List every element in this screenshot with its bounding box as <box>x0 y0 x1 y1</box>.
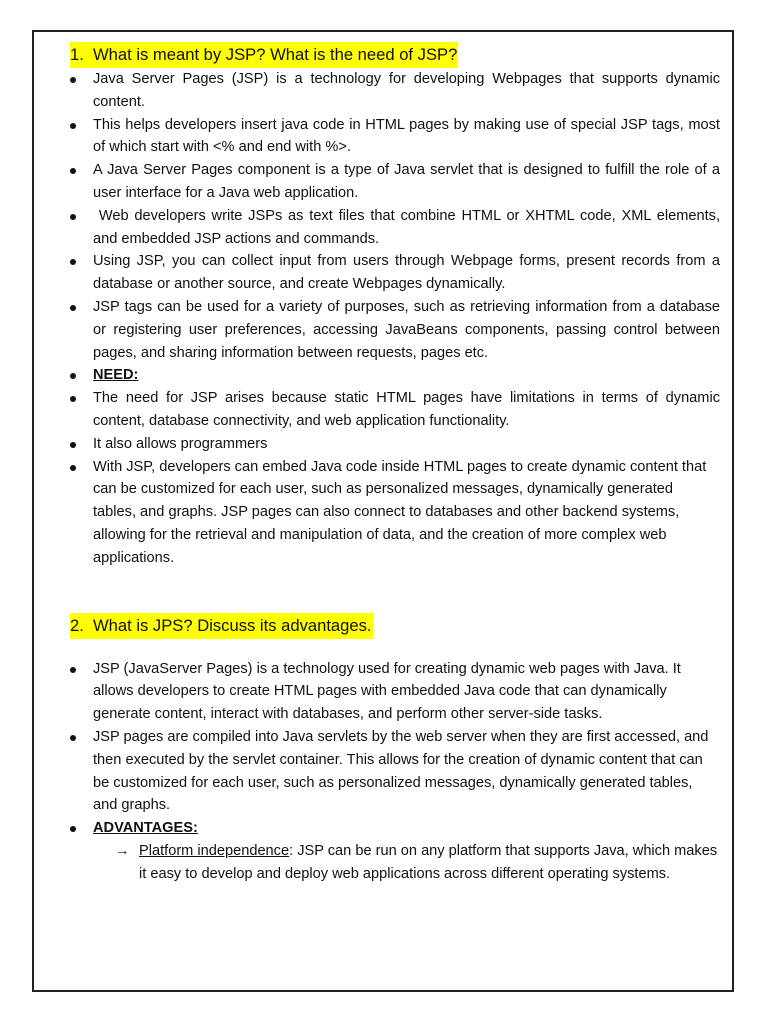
document-content <box>70 40 725 886</box>
bullet-icon <box>70 465 76 471</box>
advantage-item <box>70 840 720 886</box>
advantages-label: ADVANTAGES: <box>93 820 198 837</box>
bullet-icon <box>70 442 76 448</box>
section2-title: What is JPS? Discuss its advantages. <box>93 613 373 639</box>
section1-heading <box>70 42 720 68</box>
need-label: NEED: <box>93 367 139 384</box>
list-item: It also allows programmers <box>70 433 720 456</box>
bullet-icon <box>70 77 76 83</box>
list-item: With JSP, developers can embed Java code inside HTML pages to create dynamic content that can be customized for each user, such as personalized messages, dynamically generated tables, and graphs. JSP pages can also connect to databases and other backend systems, allowing for the retrieval and manipulation of data, and the creation of more complex web applications. <box>70 456 720 570</box>
advantages-label-item <box>70 817 720 840</box>
need-label-item <box>70 364 720 387</box>
bullet-icon <box>70 667 76 673</box>
bullet-icon <box>70 123 76 129</box>
bullet-icon <box>70 826 76 832</box>
list-item: JSP pages are compiled into Java servlets by the web server when they are first accessed, and then executed by the servlet container. This allows for the creation of dynamic content that can be customized for each user, such as personalized messages, dynamically generated tables, and graphs. <box>70 726 720 817</box>
list-item: JSP tags can be used for a variety of purposes, such as retrieving information from a database or registering user preferences, accessing JavaBeans components, passing control between pages, and sharing information between requests, pages etc. <box>70 296 720 364</box>
list-item: Web developers write JSPs as text files that combine HTML or XHTML code, XML elements, and embedded JSP actions and commands. <box>70 205 720 251</box>
list-item: This helps developers insert java code in HTML pages by making use of special JSP tags, most of which start with <% and end with %>. <box>70 114 720 160</box>
bullet-icon <box>70 396 76 402</box>
section2-heading <box>70 613 720 639</box>
section1-title: What is meant by JSP? What is the need of JSP? <box>93 42 458 68</box>
bullet-icon <box>70 305 76 311</box>
section2-number: 2. <box>70 613 93 639</box>
list-item: A Java Server Pages component is a type of Java servlet that is designed to fulfill the role of a user interface for a Java web application. <box>70 159 720 205</box>
arrow-right-icon: → <box>115 842 130 859</box>
list-item: Using JSP, you can collect input from users through Webpage forms, present records from a database or another source, and create Webpages dynamically. <box>70 250 720 296</box>
section2-bullet-list <box>70 658 720 840</box>
bullet-icon <box>70 214 76 220</box>
list-item: Java Server Pages (JSP) is a technology for developing Webpages that supports dynamic content. <box>70 68 720 114</box>
bullet-icon <box>70 168 76 174</box>
list-item: The need for JSP arises because static HTML pages have limitations in terms of dynamic content, database connectivity, and web application functionality. <box>70 387 720 433</box>
bullet-icon <box>70 259 76 265</box>
bullet-icon <box>70 373 76 379</box>
bullet-icon <box>70 735 76 741</box>
section1-number: 1. <box>70 42 93 68</box>
section1-bullet-list <box>70 68 725 570</box>
list-item: JSP (JavaServer Pages) is a technology used for creating dynamic web pages with Java. It allows developers to create HTML pages with embedded Java code that can dynamically generate content, interact with databases, and perform other server-side tasks. <box>70 658 720 726</box>
advantage-text: : JSP can be run on any platform that supports Java, which makes it easy to develop and deploy web applications across different operating systems. <box>139 842 718 882</box>
advantage-term: Platform independence <box>139 842 290 859</box>
